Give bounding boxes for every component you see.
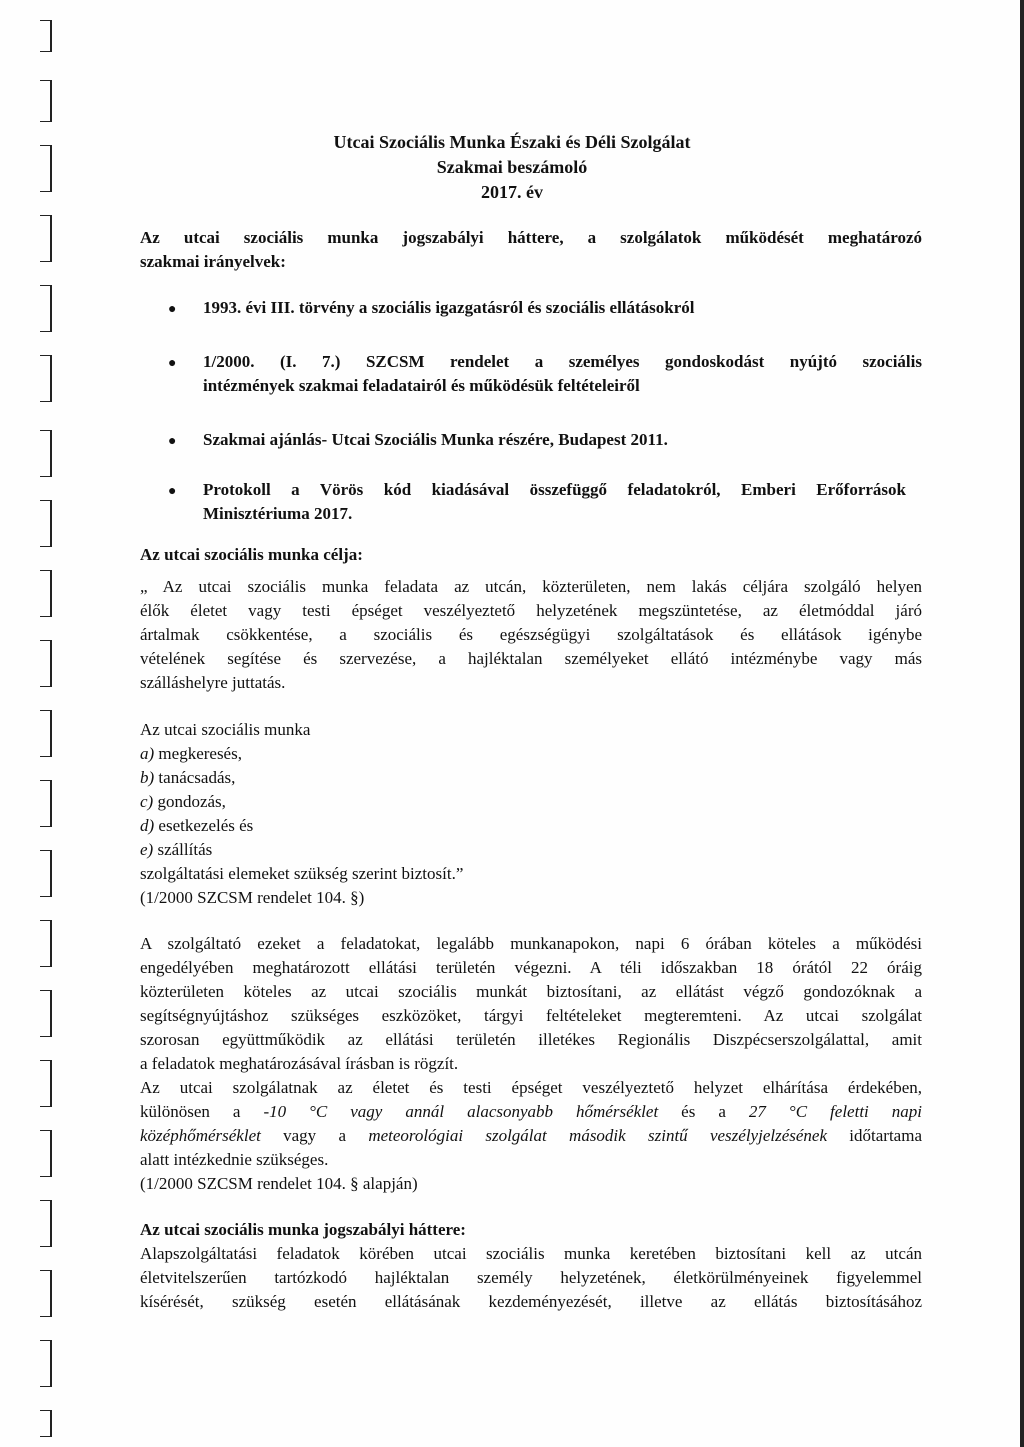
service-item: e) szállítás	[140, 840, 213, 859]
document-subtitle: Szakmai beszámoló	[436, 157, 588, 177]
section-heading-legal: Az utcai szociális munka jogszabályi háttere:	[140, 1220, 466, 1239]
legal-line: kísérését, szükség esetén ellátásának kezdeményezését, illetve az ellátás biztosításához	[140, 1292, 922, 1311]
para1-line: a feladatok meghatározásával írásban is rögzít.	[140, 1054, 459, 1073]
para2-line: alatt intézkednie szükséges.	[140, 1150, 329, 1169]
binding-marks	[0, 0, 60, 1447]
intro-line: Az utcai szociális munka jogszabályi háttere, a szolgálatok működését meghatározó	[140, 228, 922, 247]
bullet-item: 1/2000. (I. 7.) SZCSM rendelet a személyes gondoskodást nyújtó szociális	[203, 352, 922, 371]
binding-mark	[40, 1410, 52, 1437]
binding-mark	[40, 80, 52, 122]
binding-mark	[40, 1200, 52, 1247]
goal-line: ártalmak csökkentése, a szociális és egészségügyi szolgáltatások és ellátások igénybe	[140, 625, 922, 644]
legal-line: Alapszolgáltatási feladatok körében utcai szociális munka keretében biztosítani kell az utcán	[140, 1244, 922, 1263]
page-edge	[1020, 0, 1024, 1447]
legal-line: életvitelszerűen tartózkodó hajléktalan személy helyzetének, életkörülményeinek figyelemmel	[140, 1268, 922, 1287]
binding-mark	[40, 570, 52, 617]
binding-mark	[40, 780, 52, 827]
para1-line: engedélyében meghatározott ellátási területén végezni. A téli időszakban 18 órától 22 óráig	[140, 958, 922, 977]
services-closing: szolgáltatási elemeket szükség szerint biztosít.”	[140, 864, 464, 883]
para2-reference: (1/2000 SZCSM rendelet 104. § alapján)	[140, 1174, 418, 1193]
binding-mark	[40, 355, 52, 402]
binding-mark	[40, 990, 52, 1037]
binding-mark	[40, 1130, 52, 1177]
binding-mark	[40, 920, 52, 967]
section-heading-goal: Az utcai szociális munka célja:	[140, 545, 363, 564]
binding-mark	[40, 640, 52, 687]
service-item: c) gondozás,	[140, 792, 226, 811]
services-intro: Az utcai szociális munka	[140, 720, 311, 739]
goal-line: szálláshelyre juttatás.	[140, 673, 286, 692]
para1-line: szorosan együttműködik az ellátási területén illetékes Regionális Diszpécserszolgálattal, amit	[140, 1030, 922, 1049]
binding-mark	[40, 710, 52, 757]
binding-mark	[40, 850, 52, 897]
binding-mark	[40, 215, 52, 262]
binding-mark	[40, 285, 52, 332]
goal-line: „ Az utcai szociális munka feladata az utcán, közterületen, nem lakás céljára szolgáló helyen	[140, 577, 922, 596]
service-item: b) tanácsadás,	[140, 768, 236, 787]
service-item: d) esetkezelés és	[140, 816, 254, 835]
bullet-icon: ●	[168, 302, 177, 317]
services-reference: (1/2000 SZCSM rendelet 104. §)	[140, 888, 365, 907]
bullet-item-cont: intézmények szakmai feladatairól és működésük feltételeiről	[203, 376, 640, 395]
bullet-item: Szakmai ajánlás- Utcai Szociális Munka részére, Budapest 2011.	[203, 430, 668, 449]
bullet-item: Protokoll a Vörös kód kiadásával összefüggő feladatokról, Emberi Erőforrások	[203, 480, 906, 499]
bullet-item-cont: Minisztériuma 2017.	[203, 504, 353, 523]
para2-line: középhőmérséklet vagy a meteorológiai szolgálat második szintű veszélyjelzésének időtartama	[140, 1126, 922, 1145]
para2-line: különösen a -10 °C vagy annál alacsonyabb hőmérséklet és a 27 °C feletti napi	[140, 1102, 922, 1121]
goal-line: vételének segítése és szervezése, a hajléktalan személyeket ellátó intézménybe vagy más	[140, 649, 922, 668]
bullet-item: 1993. évi III. törvény a szociális igazgatásról és szociális ellátásokról	[203, 298, 695, 317]
para1-line: A szolgáltató ezeket a feladatokat, legalább munkanapokon, napi 6 órában köteles a működési	[140, 934, 922, 953]
para1-line: segítségnyújtáshoz szükséges eszközöket, tárgyi feltételeket megteremteni. Az utcai szolgálat	[140, 1006, 922, 1025]
bullet-icon: ●	[168, 356, 177, 371]
binding-mark	[40, 1340, 52, 1387]
binding-mark	[40, 1270, 52, 1317]
document-year: 2017. év	[481, 182, 543, 202]
binding-mark	[40, 500, 52, 547]
goal-line: élők életet vagy testi épséget veszélyeztető helyzetének megszüntetése, az életmóddal járó	[140, 601, 922, 620]
binding-mark	[40, 430, 52, 477]
bullet-icon: ●	[168, 484, 177, 499]
intro-line: szakmai irányelvek:	[140, 252, 286, 271]
binding-mark	[40, 1060, 52, 1107]
document-title: Utcai Szociális Munka Északi és Déli Szolgálat	[333, 132, 691, 152]
service-item: a) megkeresés,	[140, 744, 242, 763]
bullet-icon: ●	[168, 434, 177, 449]
binding-mark	[40, 20, 52, 52]
para1-line: közterületen köteles az utcai szociális munkát biztosítani, az ellátást végző gondozóknak a	[140, 982, 922, 1001]
para2-line: Az utcai szolgálatnak az életet és testi épséget veszélyeztető helyzet elhárítása érdekében,	[140, 1078, 922, 1097]
